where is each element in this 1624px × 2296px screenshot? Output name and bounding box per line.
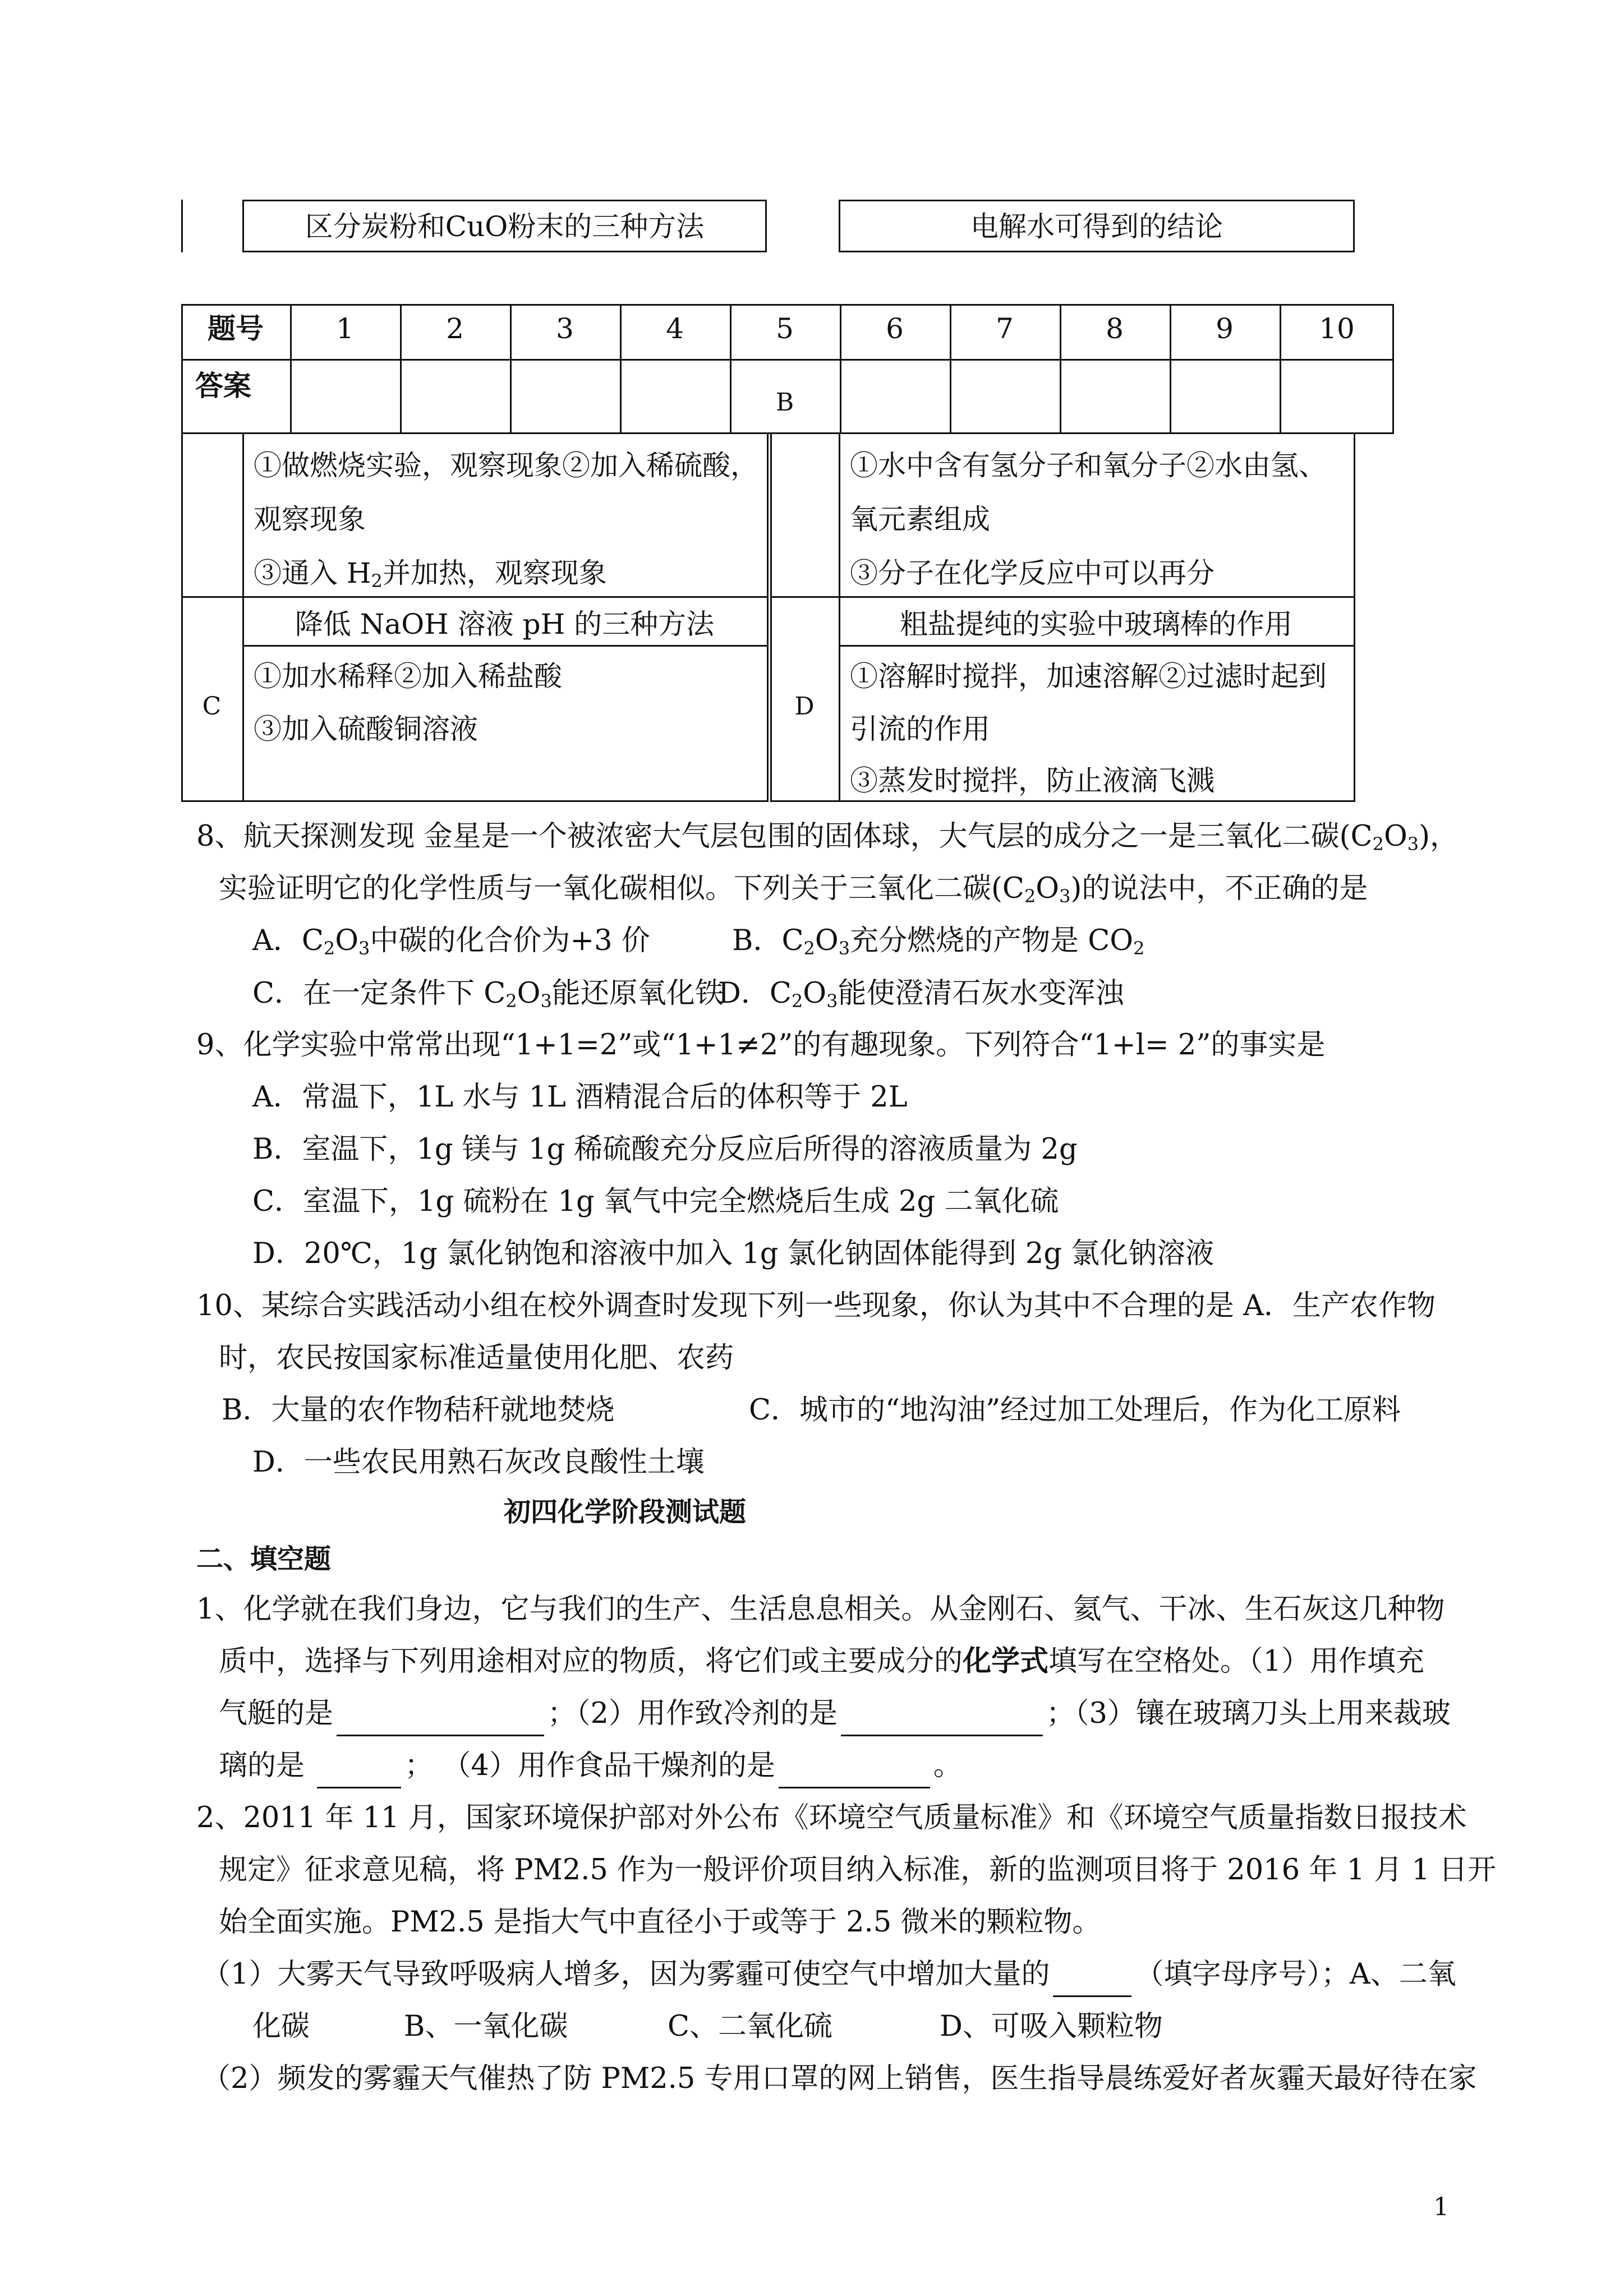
question-number: 2 xyxy=(446,312,464,345)
fill2-part2: （2）频发的雾霾天气催热了防 PM2.5 专用口罩的网上销售，医生指导晨练爱好者灰霾天最好待在家 xyxy=(202,2062,1477,2095)
option-c-line2: ③加入硫酸铜溶液 xyxy=(254,713,478,745)
fill2-part1-choice-b: B、一氧化碳 xyxy=(404,2010,568,2043)
question-number: 8 xyxy=(1106,312,1124,345)
option-d-line1: ①溶解时搅拌，加速溶解②过滤时起到 xyxy=(850,660,1327,693)
fill2-line3: 始全面实施。PM2.5 是指大气中直径小于或等于 2.5 微米的颗粒物。 xyxy=(219,1906,1101,1939)
answer-table-row-divider xyxy=(181,359,1394,361)
exam-title: 初四化学阶段测试题 xyxy=(504,1496,747,1528)
q10-option-c: C．城市的“地沟油”经过加工处理后，作为化工原料 xyxy=(749,1394,1401,1427)
fill2-part1-choice-c: C、二氧化硫 xyxy=(668,2010,833,2043)
option-d-header: 粗盐提纯的实验中玻璃棒的作用 xyxy=(900,608,1292,640)
section-heading: 二、填空题 xyxy=(196,1543,332,1575)
q8-option-b: B．$C_2O_3$充分燃烧的产物是 $CO_2$ xyxy=(732,924,1145,959)
question-number-label: 题号 xyxy=(208,312,264,345)
page-number: 1 xyxy=(1433,2193,1449,2221)
question-number: 4 xyxy=(666,312,684,345)
q8-stem-line1: 8、航天探测发现 金星是一个被浓密大气层包围的固体球，大气层的成分之一是三氧化二碳$(C_2O_3)$， xyxy=(196,820,1459,855)
options-right-edge xyxy=(1354,434,1355,802)
fill1-line3: 气艇的是 ；（2）用作致冷剂的是 ；（3）镶在玻璃刀头上用来裁玻 xyxy=(219,1691,1451,1736)
answer-blank-5[interactable] xyxy=(1053,1964,1131,1997)
question-number: 3 xyxy=(556,312,574,345)
option-d-line3: ③蒸发时搅拌，防止液滴飞溅 xyxy=(850,764,1214,797)
q9-option-b: B．室温下，1g 镁与 1g 稀硫酸充分反应后所得的溶液质量为 2g xyxy=(252,1133,1078,1166)
options-left-bottom xyxy=(181,800,769,802)
option-a-left-line2: 观察现象 xyxy=(254,503,366,536)
option-c-line1: ①加水稀释②加入稀盐酸 xyxy=(254,660,562,693)
answer-cell-5: B xyxy=(775,388,794,417)
answer-blank-3[interactable] xyxy=(317,1755,401,1788)
question-number: 7 xyxy=(996,312,1014,345)
q8-stem-line2: 实验证明它的化学性质与一氧化碳相似。下列关于三氧化二碳$(C_2O_3)$的说法中，不正确的是 xyxy=(219,872,1368,907)
fill1-line1: 1、化学就在我们身边，它与我们的生产、生活息息相关。从金刚石、氦气、干冰、生石灰这几种物 xyxy=(196,1593,1445,1626)
q9-option-a: A．常温下，1L 水与 1L 酒精混合后的体积等于 2L xyxy=(252,1081,908,1114)
top-left-header: 区分炭粉和CuO粉末的三种方法 xyxy=(305,210,705,243)
options-right-left xyxy=(770,434,772,802)
answer-blank-2[interactable] xyxy=(841,1703,1043,1736)
q8-option-d: D．$C_2O_3$能使澄清石灰水变浑浊 xyxy=(718,977,1124,1012)
option-a-left-line1: ①做燃烧实验，观察现象②加入稀硫酸， xyxy=(254,449,758,482)
top-right-header: 电解水可得到的结论 xyxy=(970,210,1223,243)
q8-option-c: C．在一定条件下 $C_2O_3$能还原氧化铁 xyxy=(252,977,724,1012)
q10-stem-line1: 10、某综合实践活动小组在校外调查时发现下列一些现象，你认为其中不合理的是 A．生产农作物 xyxy=(196,1289,1436,1322)
fill2-part1-choice-d: D、可吸入颗粒物 xyxy=(940,2010,1163,2043)
option-d-label: D xyxy=(794,692,815,721)
options-right-mid xyxy=(770,596,1355,598)
question-number: 10 xyxy=(1319,312,1355,345)
options-left-right xyxy=(767,434,769,802)
top-table-left-edge xyxy=(181,200,183,252)
option-b-right-line3: ③分子在化学反应中可以再分 xyxy=(850,557,1214,589)
option-b-right-line1: ①水中含有氢分子和氧分子②水由氢、 xyxy=(850,449,1327,482)
fill2-part1: （1）大雾天气导致呼吸病人增多，因为雾霾可使空气中增加大量的 （填字母序号）；A、二氧 xyxy=(202,1952,1456,1997)
option-c-label: C xyxy=(202,692,222,721)
question-number: 6 xyxy=(886,312,904,345)
option-b-right-line2: 氧元素组成 xyxy=(850,503,990,536)
q9-option-c: C．室温下，1g 硫粉在 1g 氧气中完全燃烧后生成 2g 二氧化硫 xyxy=(252,1185,1059,1218)
answer-blank-1[interactable] xyxy=(337,1703,544,1736)
fill2-line1: 2、2011 年 11 月，国家环境保护部对外公布《环境空气质量标准》和《环境空气质量指数日报技术 xyxy=(196,1801,1467,1834)
question-number: 9 xyxy=(1216,312,1234,345)
options-left-edge xyxy=(181,434,183,802)
q8-option-a: A．$C_2O_3$中碳的化合价为+3 价 xyxy=(252,924,650,959)
fill2-part1-choice-a: 化碳 xyxy=(252,2010,310,2043)
q10-stem-line2: 时，农民按国家标准适量使用化肥、农药 xyxy=(219,1341,734,1375)
q10-option-d: D．一些农民用熟石灰改良酸性土壤 xyxy=(252,1446,705,1479)
question-number: 1 xyxy=(336,312,354,345)
q9-stem: 9、化学实验中常常出现“1+1=2”或“1+1≠2”的有趣现象。下列符合“1+l= 2”的事实是 xyxy=(196,1029,1326,1062)
options-left-mid xyxy=(181,596,769,598)
option-a-left-line3: ③通入 $H_2$并加热，观察现象 xyxy=(254,557,607,592)
fill1-line2: 质中，选择与下列用途相对应的物质，将它们或主要成分的化学式填写在空格处。（1）用作填充 xyxy=(219,1645,1424,1678)
question-number: 5 xyxy=(776,312,794,345)
q10-option-b: B．大量的农作物秸秆就地焚烧 xyxy=(222,1394,615,1427)
option-c-header: 降低 NaOH 溶液 pH 的三种方法 xyxy=(295,608,715,640)
option-d-line2: 引流的作用 xyxy=(850,713,990,745)
fill1-line4: 璃的是 ； （4）用作食品干燥剂的是 。 xyxy=(219,1744,962,1788)
answer-blank-4[interactable] xyxy=(779,1755,930,1788)
q9-option-d: D．20℃，1g 氯化钠饱和溶液中加入 1g 氯化钠固体能得到 2g 氯化钠溶液 xyxy=(252,1237,1214,1270)
fill2-line2: 规定》征求意见稿，将 PM2.5 作为一般评价项目纳入标准，新的监测项目将于 2016 年 1 月 1 日开 xyxy=(219,1854,1497,1887)
answer-label: 答案 xyxy=(195,370,251,402)
